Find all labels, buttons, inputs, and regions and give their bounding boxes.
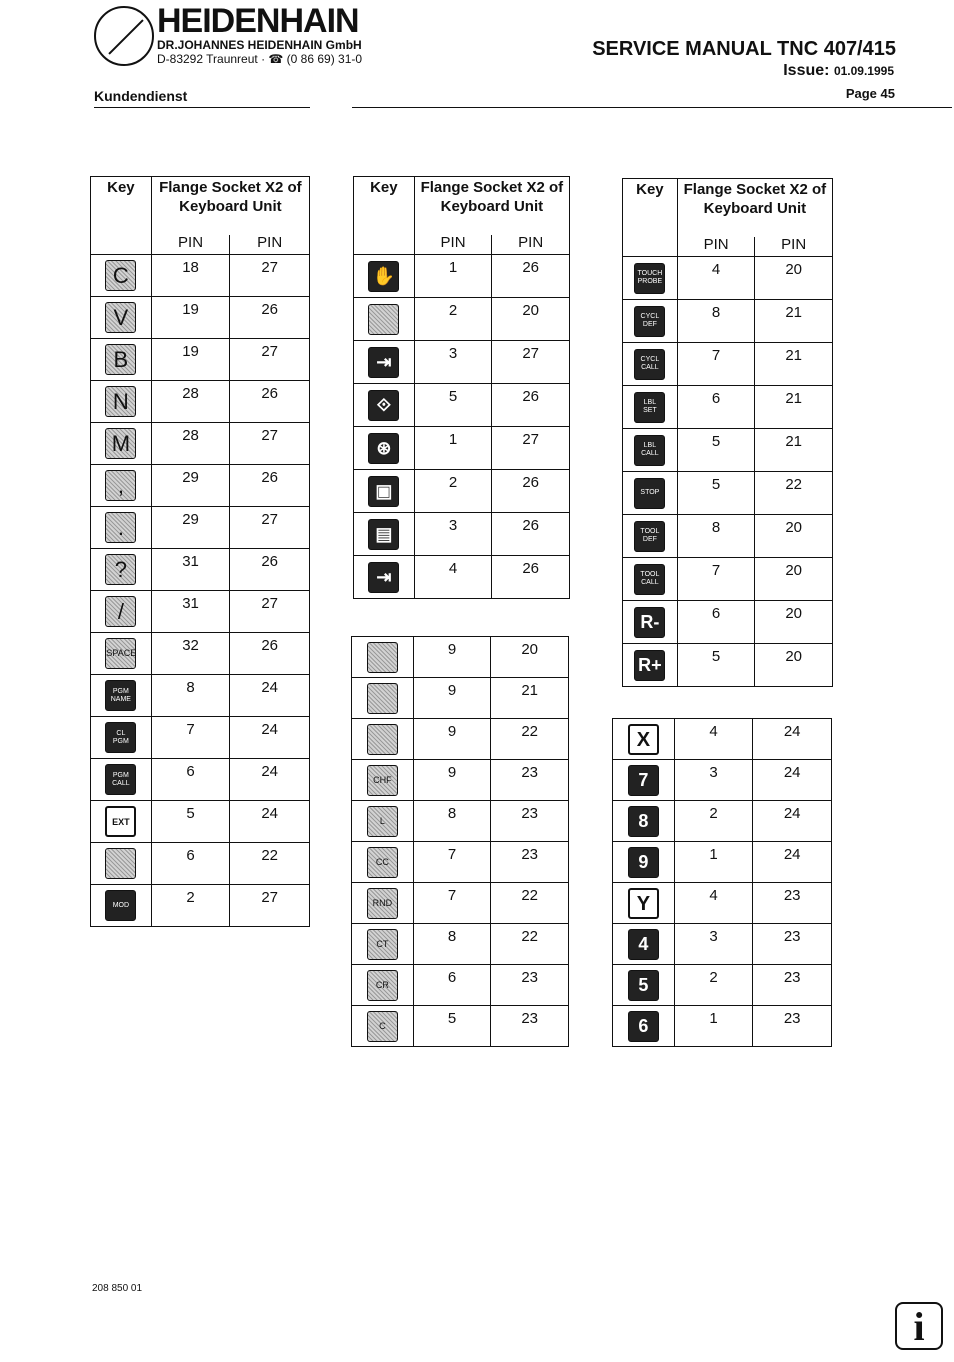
pin-cell-second: 27 — [230, 885, 310, 927]
company-name: DR.JOHANNES HEIDENHAIN GmbH — [157, 38, 362, 52]
pin-cell-first: 9 — [413, 678, 491, 719]
pin-cell-first: 7 — [677, 558, 755, 601]
pin-cell-first: 7 — [151, 717, 230, 759]
key-cell — [613, 965, 675, 1006]
keycap-icon: ? — [105, 554, 136, 585]
keycap-icon: ⇥ — [368, 347, 399, 378]
pin-cell-second: 20 — [492, 298, 570, 341]
keycap-icon: MOD — [105, 890, 136, 921]
pin-column-header: PIN — [230, 235, 310, 255]
company-address: D-83292 Traunreut · ☎ (0 86 69) 31-0 — [157, 52, 363, 66]
pin-cell-first: 32 — [151, 633, 230, 675]
table-row — [613, 801, 832, 842]
key-cell — [613, 924, 675, 965]
keycap-icon: Y — [628, 888, 659, 919]
pin-cell-first: 29 — [151, 465, 230, 507]
pin-cell-first: 5 — [677, 429, 755, 472]
keycap-icon: B — [105, 344, 136, 375]
pin-cell-second: 23 — [491, 965, 569, 1006]
pin-cell-second: 26 — [230, 297, 310, 339]
table-row — [352, 719, 569, 760]
keycap-icon: CYCL CALL — [634, 349, 665, 380]
pin-cell-first: 7 — [413, 842, 491, 883]
pin-cell-first: 19 — [151, 297, 230, 339]
key-cell — [613, 1006, 675, 1047]
table-row — [91, 801, 310, 843]
pin-cell-first: 9 — [413, 719, 491, 760]
table-row — [91, 759, 310, 801]
table-row — [91, 549, 310, 591]
pin-cell-second: 23 — [753, 965, 832, 1006]
table-row — [352, 801, 569, 842]
keycap-icon: C — [367, 1011, 398, 1042]
pin-cell-first: 3 — [674, 924, 753, 965]
keycap-icon: CT — [367, 929, 398, 960]
table-row — [623, 257, 833, 300]
pin-cell-second: 21 — [755, 343, 833, 386]
pin-cell-first: 8 — [413, 924, 491, 965]
keycap-icon: TOUCH PROBE — [634, 263, 665, 294]
pin-cell-first: 2 — [674, 965, 753, 1006]
pin-cell-second: 26 — [492, 470, 570, 513]
key-cell — [352, 842, 414, 883]
keycap-icon: CYCL DEF — [634, 306, 665, 337]
document-code: 208 850 01 — [92, 1283, 143, 1294]
key-cell — [91, 759, 152, 801]
pin-cell-first: 6 — [151, 759, 230, 801]
pin-cell-second: 20 — [755, 257, 833, 300]
pin-cell-first: 3 — [674, 760, 753, 801]
table-row — [91, 339, 310, 381]
pin-cell-first: 31 — [151, 549, 230, 591]
pin-cell-first: 4 — [414, 556, 492, 599]
key-cell — [91, 843, 152, 885]
pin-table-left — [90, 176, 310, 927]
pin-cell-first: 5 — [677, 644, 755, 687]
pin-cell-second: 22 — [491, 924, 569, 965]
pin-cell-second: 22 — [491, 883, 569, 924]
pin-cell-second: 24 — [753, 842, 832, 883]
pin-column-header: PIN — [414, 235, 492, 255]
pin-cell-second: 23 — [491, 1006, 569, 1047]
pin-cell-second: 20 — [491, 637, 569, 678]
key-cell — [613, 883, 675, 924]
table-row — [613, 842, 832, 883]
pin-cell-second: 26 — [230, 381, 310, 423]
table-row — [623, 343, 833, 386]
pin-cell-second: 20 — [755, 601, 833, 644]
keycap-icon: CHF — [367, 765, 398, 796]
manual-title: SERVICE MANUAL TNC 407/415 — [592, 38, 896, 60]
key-column-header: Key — [354, 177, 415, 255]
keycap-icon: 4 — [628, 929, 659, 960]
key-cell — [91, 549, 152, 591]
pin-cell-second: 23 — [491, 842, 569, 883]
table-row — [623, 429, 833, 472]
table-row — [91, 423, 310, 465]
keycap-icon: SPACE — [105, 638, 136, 669]
pin-cell-second: 27 — [492, 341, 570, 384]
table-row — [352, 883, 569, 924]
pin-cell-first: 5 — [413, 1006, 491, 1047]
flange-column-header: Flange Socket X2 of Keyboard Unit — [414, 177, 569, 235]
pin-cell-second: 24 — [230, 759, 310, 801]
key-cell — [354, 470, 415, 513]
pin-column-header: PIN — [755, 237, 833, 257]
keycap-icon: X — [628, 724, 659, 755]
table-row — [352, 760, 569, 801]
keycap-icon: CR — [367, 970, 398, 1001]
table-row — [613, 1006, 832, 1047]
issue-line — [783, 62, 894, 80]
table-row — [623, 386, 833, 429]
pin-cell-second: 23 — [753, 883, 832, 924]
header-rule-left — [94, 107, 310, 108]
pin-cell-second: 26 — [230, 465, 310, 507]
table-row — [91, 507, 310, 549]
keycap-icon: EXT — [105, 806, 136, 837]
pin-cell-first: 4 — [677, 257, 755, 300]
key-cell — [91, 465, 152, 507]
pin-cell-first: 6 — [677, 601, 755, 644]
key-cell — [354, 384, 415, 427]
key-cell — [91, 717, 152, 759]
keycap-icon: TOOL CALL — [634, 564, 665, 595]
pin-cell-second: 23 — [491, 801, 569, 842]
key-cell — [352, 883, 414, 924]
table-row — [352, 1006, 569, 1047]
issue-date: 01.09.1995 — [833, 64, 894, 78]
pin-cell-second: 26 — [492, 513, 570, 556]
key-cell — [623, 300, 678, 343]
pin-cell-first: 2 — [414, 298, 492, 341]
pin-cell-first: 6 — [151, 843, 230, 885]
key-cell — [91, 381, 152, 423]
table-row — [354, 427, 570, 470]
keycap-icon: TOOL DEF — [634, 521, 665, 552]
keycap-icon: R+ — [634, 650, 665, 681]
keycap-icon: CL PGM — [105, 722, 136, 753]
pin-cell-first: 29 — [151, 507, 230, 549]
keycap-icon: 5 — [628, 970, 659, 1001]
pin-cell-first: 8 — [677, 515, 755, 558]
key-cell — [354, 513, 415, 556]
pin-cell-first: 7 — [677, 343, 755, 386]
pin-cell-second: 27 — [230, 591, 310, 633]
key-cell — [91, 255, 152, 297]
key-cell — [613, 801, 675, 842]
pin-cell-first: 1 — [414, 427, 492, 470]
key-cell — [91, 591, 152, 633]
pin-cell-first: 1 — [674, 1006, 753, 1047]
pin-cell-first: 28 — [151, 423, 230, 465]
key-cell — [352, 637, 414, 678]
table-row — [354, 298, 570, 341]
pin-cell-first: 3 — [414, 513, 492, 556]
keycap-icon: LBL SET — [634, 392, 665, 423]
key-cell — [623, 429, 678, 472]
pin-cell-second: 26 — [492, 556, 570, 599]
table-row — [354, 255, 570, 298]
pin-cell-first: 18 — [151, 255, 230, 297]
keycap-icon — [368, 304, 399, 335]
key-cell — [354, 427, 415, 470]
pin-cell-first: 2 — [414, 470, 492, 513]
key-cell — [91, 801, 152, 843]
table-row — [623, 601, 833, 644]
table-row — [354, 556, 570, 599]
keycap-icon: , — [105, 470, 136, 501]
pin-cell-second: 20 — [755, 558, 833, 601]
keycap-icon: ⟐ — [368, 390, 399, 421]
pin-column-header: PIN — [492, 235, 570, 255]
table-row — [623, 644, 833, 687]
keycap-icon: / — [105, 596, 136, 627]
pin-cell-first: 8 — [151, 675, 230, 717]
brand-name: HEIDENHAIN — [157, 2, 359, 40]
table-row — [91, 633, 310, 675]
table-row — [91, 885, 310, 927]
pin-cell-second: 27 — [230, 423, 310, 465]
key-column-header: Key — [623, 179, 678, 257]
table-row — [354, 470, 570, 513]
keycap-icon: 9 — [628, 847, 659, 878]
pin-cell-first: 5 — [677, 472, 755, 515]
key-cell — [91, 297, 152, 339]
keycap-icon: . — [105, 512, 136, 543]
pin-table-right-top — [622, 178, 833, 687]
flange-column-header: Flange Socket X2 of Keyboard Unit — [151, 177, 309, 235]
keycap-icon — [367, 642, 398, 673]
keycap-icon: PGM CALL — [105, 764, 136, 795]
info-icon: i — [895, 1302, 943, 1350]
table-row — [352, 924, 569, 965]
pin-cell-second: 27 — [492, 427, 570, 470]
table-row — [354, 341, 570, 384]
key-cell — [613, 842, 675, 883]
keycap-icon: N — [105, 386, 136, 417]
table-row — [91, 675, 310, 717]
keycap-icon: L — [367, 806, 398, 837]
table-row — [352, 678, 569, 719]
table-row — [623, 558, 833, 601]
pin-cell-second: 23 — [753, 1006, 832, 1047]
key-cell — [623, 558, 678, 601]
pin-cell-second: 22 — [491, 719, 569, 760]
table-row — [91, 381, 310, 423]
key-column-header: Key — [91, 177, 152, 255]
pin-cell-first: 1 — [414, 255, 492, 298]
table-row — [91, 717, 310, 759]
pin-cell-first: 8 — [677, 300, 755, 343]
keycap-icon: M — [105, 428, 136, 459]
pin-table-middle-top — [353, 176, 570, 599]
key-cell — [623, 386, 678, 429]
pin-column-header: PIN — [151, 235, 230, 255]
key-cell — [623, 515, 678, 558]
pin-cell-second: 20 — [755, 515, 833, 558]
table-row — [354, 513, 570, 556]
key-cell — [91, 339, 152, 381]
pin-cell-second: 23 — [491, 760, 569, 801]
keycap-icon: 6 — [628, 1011, 659, 1042]
key-cell — [623, 601, 678, 644]
flange-column-header: Flange Socket X2 of Keyboard Unit — [677, 179, 832, 237]
table-row — [613, 965, 832, 1006]
pin-cell-first: 9 — [413, 637, 491, 678]
key-cell — [91, 675, 152, 717]
pin-cell-first: 1 — [674, 842, 753, 883]
pin-cell-second: 21 — [755, 386, 833, 429]
table-row — [613, 760, 832, 801]
key-cell — [91, 885, 152, 927]
pin-cell-second: 26 — [492, 384, 570, 427]
pin-table-middle-bottom — [351, 636, 569, 1047]
key-cell — [352, 760, 414, 801]
table-row — [91, 465, 310, 507]
key-cell — [354, 298, 415, 341]
pin-cell-first: 2 — [674, 801, 753, 842]
table-row — [91, 297, 310, 339]
key-cell — [352, 801, 414, 842]
pin-cell-second: 24 — [753, 719, 832, 760]
table-row — [613, 924, 832, 965]
table-row — [613, 883, 832, 924]
pin-cell-first: 4 — [674, 719, 753, 760]
table-row — [91, 255, 310, 297]
pin-cell-second: 22 — [230, 843, 310, 885]
pin-cell-second: 26 — [492, 255, 570, 298]
keycap-icon — [105, 848, 136, 879]
pin-cell-first: 3 — [414, 341, 492, 384]
key-cell — [623, 644, 678, 687]
pin-cell-second: 26 — [230, 633, 310, 675]
pin-cell-second: 24 — [230, 801, 310, 843]
pin-cell-second: 27 — [230, 507, 310, 549]
table-row — [352, 965, 569, 1006]
keycap-icon: ✋ — [368, 261, 399, 292]
key-cell — [352, 965, 414, 1006]
keycap-icon: ⇥ — [368, 562, 399, 593]
keycap-icon: C — [105, 260, 136, 291]
key-cell — [623, 343, 678, 386]
pin-cell-second: 24 — [230, 675, 310, 717]
key-cell — [91, 507, 152, 549]
pin-cell-second: 21 — [755, 429, 833, 472]
keycap-icon: 7 — [628, 765, 659, 796]
keycap-icon: 8 — [628, 806, 659, 837]
pin-cell-first: 8 — [413, 801, 491, 842]
heidenhain-logo-icon — [94, 6, 154, 66]
issue-label: Issue: — [783, 62, 830, 79]
key-cell — [354, 556, 415, 599]
pin-cell-second: 21 — [755, 300, 833, 343]
keycap-icon: ⊛ — [368, 433, 399, 464]
keycap-icon: LBL CALL — [634, 435, 665, 466]
pin-cell-first: 28 — [151, 381, 230, 423]
pin-cell-second: 20 — [755, 644, 833, 687]
key-cell — [91, 633, 152, 675]
key-cell — [623, 472, 678, 515]
keycap-icon: ▣ — [368, 476, 399, 507]
keycap-icon: STOP — [634, 478, 665, 509]
pin-table-right-bottom — [612, 718, 832, 1047]
table-row — [623, 472, 833, 515]
keycap-icon: R- — [634, 607, 665, 638]
pin-cell-second: 21 — [491, 678, 569, 719]
table-row — [623, 300, 833, 343]
pin-cell-first: 31 — [151, 591, 230, 633]
table-row — [613, 719, 832, 760]
pin-cell-second: 23 — [753, 924, 832, 965]
key-cell — [352, 924, 414, 965]
pin-cell-first: 2 — [151, 885, 230, 927]
keycap-icon: RND — [367, 888, 398, 919]
department-label: Kundendienst — [94, 88, 188, 104]
key-cell — [623, 257, 678, 300]
table-row — [91, 591, 310, 633]
key-cell — [91, 423, 152, 465]
pin-cell-second: 24 — [230, 717, 310, 759]
pin-cell-second: 24 — [753, 760, 832, 801]
key-cell — [352, 678, 414, 719]
keycap-icon — [367, 683, 398, 714]
header-rule-right — [352, 107, 952, 108]
pin-cell-first: 19 — [151, 339, 230, 381]
key-cell — [613, 760, 675, 801]
key-cell — [352, 1006, 414, 1047]
keycap-icon — [367, 724, 398, 755]
pin-cell-first: 6 — [413, 965, 491, 1006]
pin-cell-second: 27 — [230, 339, 310, 381]
pin-cell-first: 5 — [151, 801, 230, 843]
pin-cell-second: 27 — [230, 255, 310, 297]
keycap-icon: CC — [367, 847, 398, 878]
table-row — [623, 515, 833, 558]
key-cell — [613, 719, 675, 760]
pin-cell-first: 6 — [677, 386, 755, 429]
pin-cell-second: 26 — [230, 549, 310, 591]
pin-cell-first: 9 — [413, 760, 491, 801]
key-cell — [352, 719, 414, 760]
table-row — [352, 637, 569, 678]
table-row — [91, 843, 310, 885]
pin-cell-first: 4 — [674, 883, 753, 924]
key-cell — [354, 255, 415, 298]
keycap-icon: PGM NAME — [105, 680, 136, 711]
table-row — [354, 384, 570, 427]
pin-cell-first: 7 — [413, 883, 491, 924]
page-number: Page 45 — [845, 86, 895, 101]
keycap-icon: V — [105, 302, 136, 333]
table-row — [352, 842, 569, 883]
pin-cell-second: 22 — [755, 472, 833, 515]
key-cell — [354, 341, 415, 384]
pin-column-header: PIN — [677, 237, 755, 257]
pin-cell-first: 5 — [414, 384, 492, 427]
pin-cell-second: 24 — [753, 801, 832, 842]
keycap-icon: ▤ — [368, 519, 399, 550]
